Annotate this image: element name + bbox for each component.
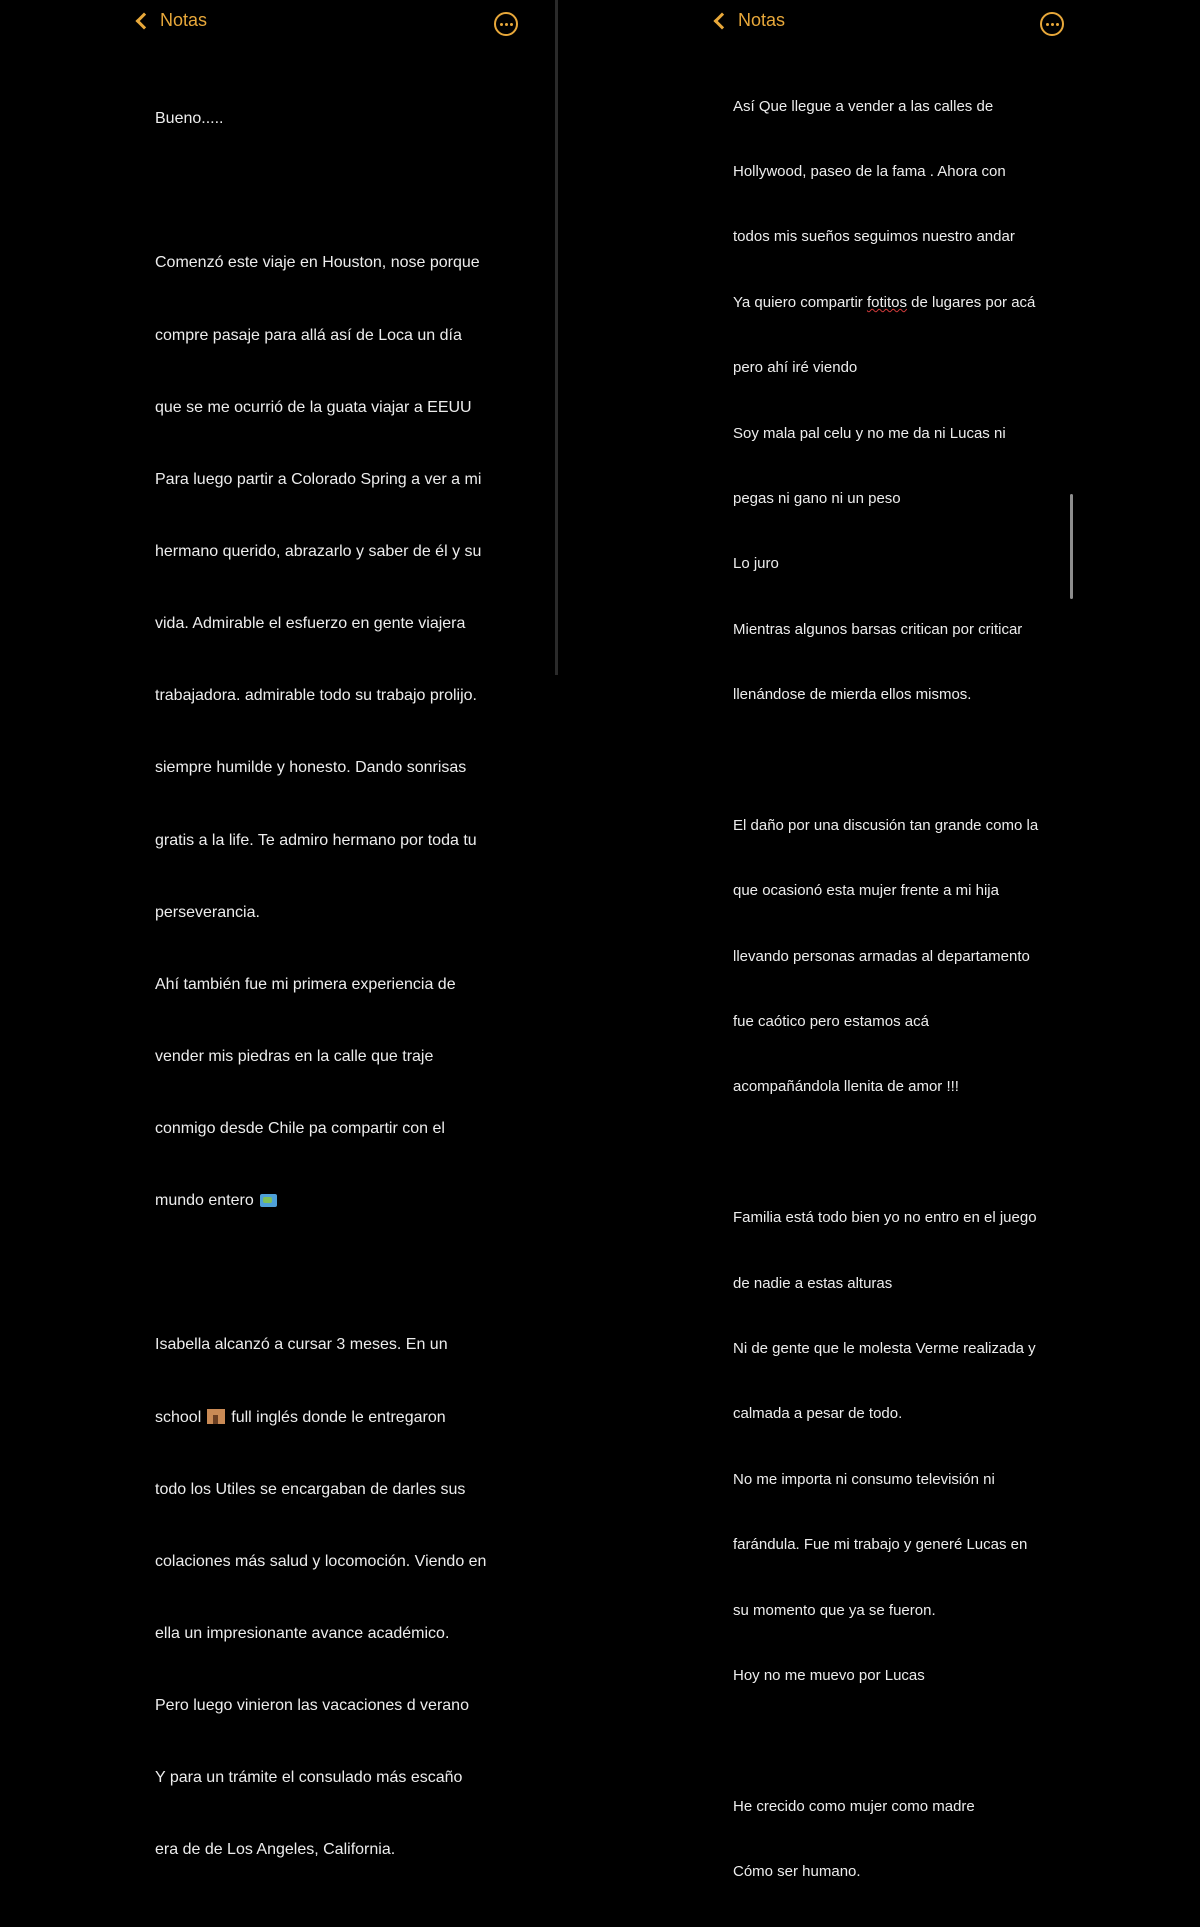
- note-line: vender mis piedras en la calle que traje: [155, 1047, 434, 1065]
- note-line: Soy mala pal celu y no me da ni Lucas ni: [733, 424, 1006, 442]
- note-line: Bueno.....: [155, 110, 224, 128]
- note-line: Así Que llegue a vender a las calles de: [733, 97, 994, 115]
- note-line: siempre humilde y honesto. Dando sonrisas: [155, 759, 467, 777]
- note-text: full inglés donde le entregaron: [231, 1408, 446, 1426]
- note-text: school: [155, 1408, 202, 1426]
- note-line: ella un impresionante avance académico.: [155, 1625, 450, 1643]
- dot: [505, 23, 508, 26]
- world-map-icon: [260, 1194, 277, 1207]
- note-line: Comenzó este viaje en Houston, nose porque: [155, 254, 480, 272]
- note-line: [733, 1142, 1073, 1164]
- note-line: vida. Admirable el esfuerzo en gente viajera: [155, 615, 466, 633]
- note-line: hermano querido, abrazarlo y saber de él y su: [155, 542, 482, 560]
- note-line: que ocasionó esta mujer frente a mi hija: [733, 882, 999, 900]
- notes-screen-left: [0, 0, 555, 1859]
- note-line: Hollywood, paseo de la fama . Ahora con: [733, 162, 1006, 180]
- school-icon: [207, 1409, 225, 1424]
- note-line: [155, 1406, 525, 1430]
- note-line: de nadie a estas alturas: [733, 1274, 893, 1292]
- note-line: El daño por una discusión tan grande como la: [733, 816, 1039, 834]
- note-line: su momento que ya se fueron.: [733, 1601, 936, 1619]
- back-label: Notas: [160, 10, 208, 30]
- dot: [510, 23, 513, 26]
- note-line: [155, 179, 525, 203]
- note-line: pegas ni gano ni un peso: [733, 489, 901, 507]
- note-line: farándula. Fue mi trabajo y generé Lucas en: [733, 1536, 1028, 1554]
- note-line: llenándose de mierda ellos mismos.: [733, 686, 972, 704]
- note-text: mundo entero: [155, 1192, 254, 1210]
- dot: [500, 23, 503, 26]
- note-line: todos mis sueños seguimos nuestro andar: [733, 228, 1015, 246]
- note-line: pero ahí iré viendo: [733, 359, 858, 377]
- misspelled-word: fotitos: [866, 293, 907, 311]
- note-line: Isabella alcanzó a cursar 3 meses. En un: [155, 1336, 448, 1354]
- note-line: que se me ocurrió de la guata viajar a EEUU: [155, 398, 472, 416]
- note-text: de lugares por acá: [911, 293, 1036, 311]
- note-line: Lo juro: [733, 555, 779, 573]
- note-line: Familia está todo bien yo no entro en el juego: [733, 1209, 1037, 1227]
- note-line: Mientras algunos barsas critican por criticar: [733, 620, 1023, 638]
- note-line: calmada a pesar de todo.: [733, 1405, 903, 1423]
- notes-screen-right: [558, 0, 1200, 1881]
- back-button[interactable]: [138, 10, 207, 31]
- back-button[interactable]: [716, 10, 785, 31]
- note-line: conmigo desde Chile pa compartir con el: [155, 1120, 445, 1138]
- note-line: [733, 1730, 1073, 1752]
- chevron-left-icon: [714, 12, 731, 29]
- note-line: No me importa ni consumo televisión ni: [733, 1470, 995, 1488]
- note-line: Y para un trámite el consulado más escaño: [155, 1769, 463, 1787]
- note-line: [155, 1189, 525, 1213]
- note-line: Ahí también fue mi primera experiencia de: [155, 975, 456, 993]
- note-line: era de de Los Angeles, California.: [155, 1841, 396, 1859]
- note-line: llevando personas armadas al departamento: [733, 947, 1030, 965]
- note-line: perseverancia.: [155, 903, 260, 921]
- note-line: colaciones más salud y locomoción. Viendo en: [155, 1552, 487, 1570]
- note-line: Cómo ser humano.: [733, 1863, 861, 1881]
- note-line: Ni de gente que le molesta Verme realizada y: [733, 1340, 1036, 1358]
- more-options-button[interactable]: [494, 12, 518, 36]
- note-body[interactable]: [733, 52, 1073, 1927]
- dot: [1051, 23, 1054, 26]
- chevron-left-icon: [136, 12, 153, 29]
- note-line: acompañándola llenita de amor !!!: [733, 1078, 959, 1096]
- scrollbar[interactable]: [1070, 494, 1073, 599]
- note-line: Hoy no me muevo por Lucas: [733, 1666, 925, 1684]
- note-line: He crecido como mujer como madre: [733, 1797, 975, 1815]
- note-line: [155, 1261, 525, 1285]
- note-text: Ya quiero compartir: [733, 293, 863, 311]
- dot: [1046, 23, 1049, 26]
- dot: [1056, 23, 1059, 26]
- note-line: trabajadora. admirable todo su trabajo prolijo.: [155, 687, 477, 705]
- note-line: todo los Utiles se encargaban de darles sus: [155, 1480, 466, 1498]
- note-line: [733, 750, 1073, 772]
- note-line: Para luego partir a Colorado Spring a ver a mi: [155, 470, 482, 488]
- note-line: gratis a la life. Te admiro hermano por toda tu: [155, 831, 477, 849]
- more-options-button[interactable]: [1040, 12, 1064, 36]
- note-line: Pero luego vinieron las vacaciones d verano: [155, 1697, 469, 1715]
- note-body[interactable]: [155, 59, 525, 1911]
- note-line: compre pasaje para allá así de Loca un día: [155, 326, 462, 344]
- back-label: Notas: [738, 10, 786, 30]
- note-line: fue caótico pero estamos acá: [733, 1013, 929, 1031]
- note-line: [733, 292, 1073, 314]
